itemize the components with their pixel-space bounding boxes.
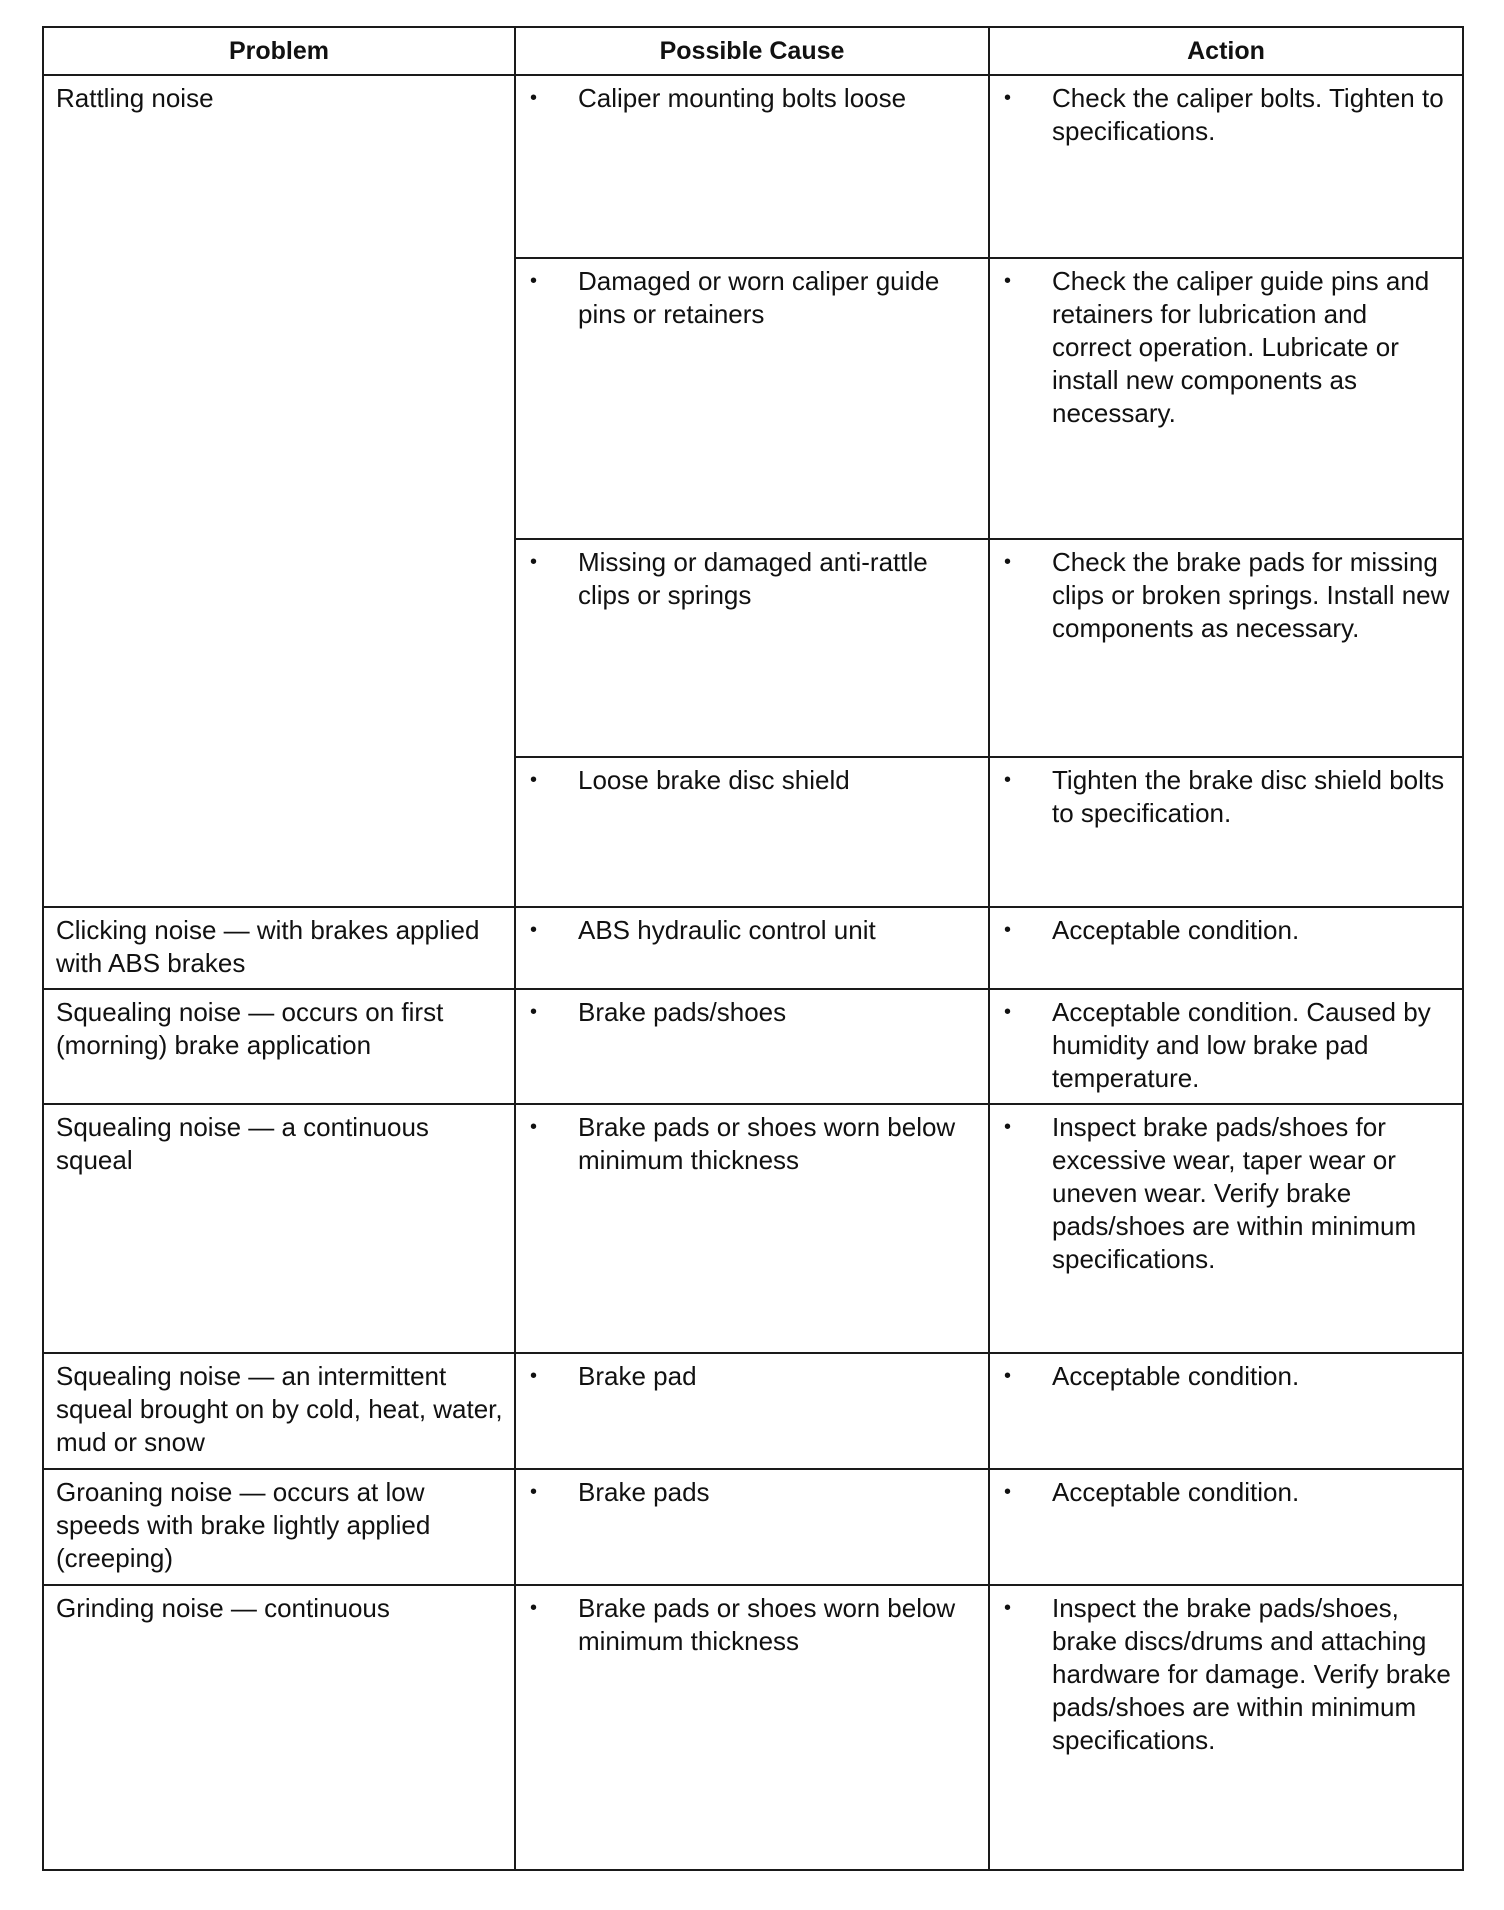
cause-cell xyxy=(515,1353,989,1469)
header-problem: Problem xyxy=(43,27,515,75)
bullet-icon: • xyxy=(1004,270,1012,292)
bullet-icon: • xyxy=(1004,87,1012,109)
cause-text: Loose brake disc shield xyxy=(578,765,850,795)
action-text: Acceptable condition. xyxy=(1052,915,1300,945)
action-text: Acceptable condition. Caused by humidity and low brake pad temperature. xyxy=(1052,997,1431,1093)
cause-text: Damaged or worn caliper guide pins or retainers xyxy=(578,266,940,329)
problem-cell: Squealing noise — occurs on first (morning) brake application xyxy=(43,989,515,1104)
action-cell xyxy=(989,1104,1463,1353)
table-row xyxy=(43,1104,1463,1353)
cause-cell xyxy=(515,1585,989,1870)
bullet-icon: • xyxy=(530,1365,538,1387)
cause-text: Brake pads or shoes worn below minimum thickness xyxy=(578,1112,956,1175)
table-row xyxy=(43,1585,1463,1870)
bullet-icon: • xyxy=(1004,1116,1012,1138)
header-row xyxy=(43,27,1463,75)
diagnosis-table xyxy=(42,26,1464,1871)
action-cell xyxy=(989,989,1463,1104)
cause-cell xyxy=(515,907,989,989)
problem-cell: Squealing noise — an intermittent squeal brought on by cold, heat, water, mud or snow xyxy=(43,1353,515,1469)
action-text: Inspect the brake pads/shoes, brake discs/drums and attaching hardware for damage. Verify brake pads/shoes are within minimum specifications. xyxy=(1052,1593,1451,1755)
bullet-icon: • xyxy=(1004,1597,1012,1619)
bullet-icon: • xyxy=(1004,919,1012,941)
bullet-icon: • xyxy=(530,270,538,292)
table-row xyxy=(43,1353,1463,1469)
table-row xyxy=(43,75,1463,258)
action-text: Check the brake pads for missing clips or broken springs. Install new components as necessary. xyxy=(1052,547,1450,643)
action-cell xyxy=(989,258,1463,539)
problem-cell: Clicking noise — with brakes applied with ABS brakes xyxy=(43,907,515,989)
cause-text: ABS hydraulic control unit xyxy=(578,915,876,945)
bullet-icon: • xyxy=(530,1116,538,1138)
cause-cell xyxy=(515,75,989,258)
cause-text: Brake pads xyxy=(578,1477,710,1507)
cause-cell xyxy=(515,757,989,907)
action-cell xyxy=(989,757,1463,907)
cause-text: Brake pads or shoes worn below minimum thickness xyxy=(578,1593,956,1656)
cause-cell xyxy=(515,1104,989,1353)
header-possible-cause: Possible Cause xyxy=(515,27,989,75)
bullet-icon: • xyxy=(530,1481,538,1503)
action-cell xyxy=(989,1353,1463,1469)
action-text: Acceptable condition. xyxy=(1052,1361,1300,1391)
bullet-icon: • xyxy=(530,769,538,791)
problem-cell: Rattling noise xyxy=(43,75,515,907)
action-cell xyxy=(989,1585,1463,1870)
table-row xyxy=(43,1469,1463,1585)
cause-cell xyxy=(515,989,989,1104)
action-cell xyxy=(989,539,1463,757)
cause-text: Brake pad xyxy=(578,1361,697,1391)
action-text: Check the caliper bolts. Tighten to specifications. xyxy=(1052,83,1444,146)
cause-text: Caliper mounting bolts loose xyxy=(578,83,907,113)
action-text: Tighten the brake disc shield bolts to specification. xyxy=(1052,765,1445,828)
bullet-icon: • xyxy=(530,551,538,573)
cause-cell xyxy=(515,539,989,757)
table-row xyxy=(43,989,1463,1104)
bullet-icon: • xyxy=(1004,1365,1012,1387)
bullet-icon: • xyxy=(530,919,538,941)
header-action: Action xyxy=(989,27,1463,75)
table-row xyxy=(43,907,1463,989)
cause-text: Brake pads/shoes xyxy=(578,997,787,1027)
problem-cell: Squealing noise — a continuous squeal xyxy=(43,1104,515,1353)
action-cell xyxy=(989,907,1463,989)
cause-cell xyxy=(515,1469,989,1585)
bullet-icon: • xyxy=(530,1597,538,1619)
bullet-icon: • xyxy=(1004,551,1012,573)
problem-cell: Grinding noise — continuous xyxy=(43,1585,515,1870)
bullet-icon: • xyxy=(530,87,538,109)
action-cell xyxy=(989,75,1463,258)
cause-text: Missing or damaged anti-rattle clips or springs xyxy=(578,547,928,610)
action-text: Inspect brake pads/shoes for excessive wear, taper wear or uneven wear. Verify brake pads/shoes are within minimum specifications. xyxy=(1052,1112,1417,1274)
cause-cell xyxy=(515,258,989,539)
bullet-icon: • xyxy=(1004,769,1012,791)
problem-cell: Groaning noise — occurs at low speeds with brake lightly applied (creeping) xyxy=(43,1469,515,1585)
action-text: Acceptable condition. xyxy=(1052,1477,1300,1507)
bullet-icon: • xyxy=(1004,1001,1012,1023)
bullet-icon: • xyxy=(530,1001,538,1023)
action-cell xyxy=(989,1469,1463,1585)
bullet-icon: • xyxy=(1004,1481,1012,1503)
action-text: Check the caliper guide pins and retainers for lubrication and correct operation. Lubricate or install new components as necessary. xyxy=(1052,266,1430,428)
